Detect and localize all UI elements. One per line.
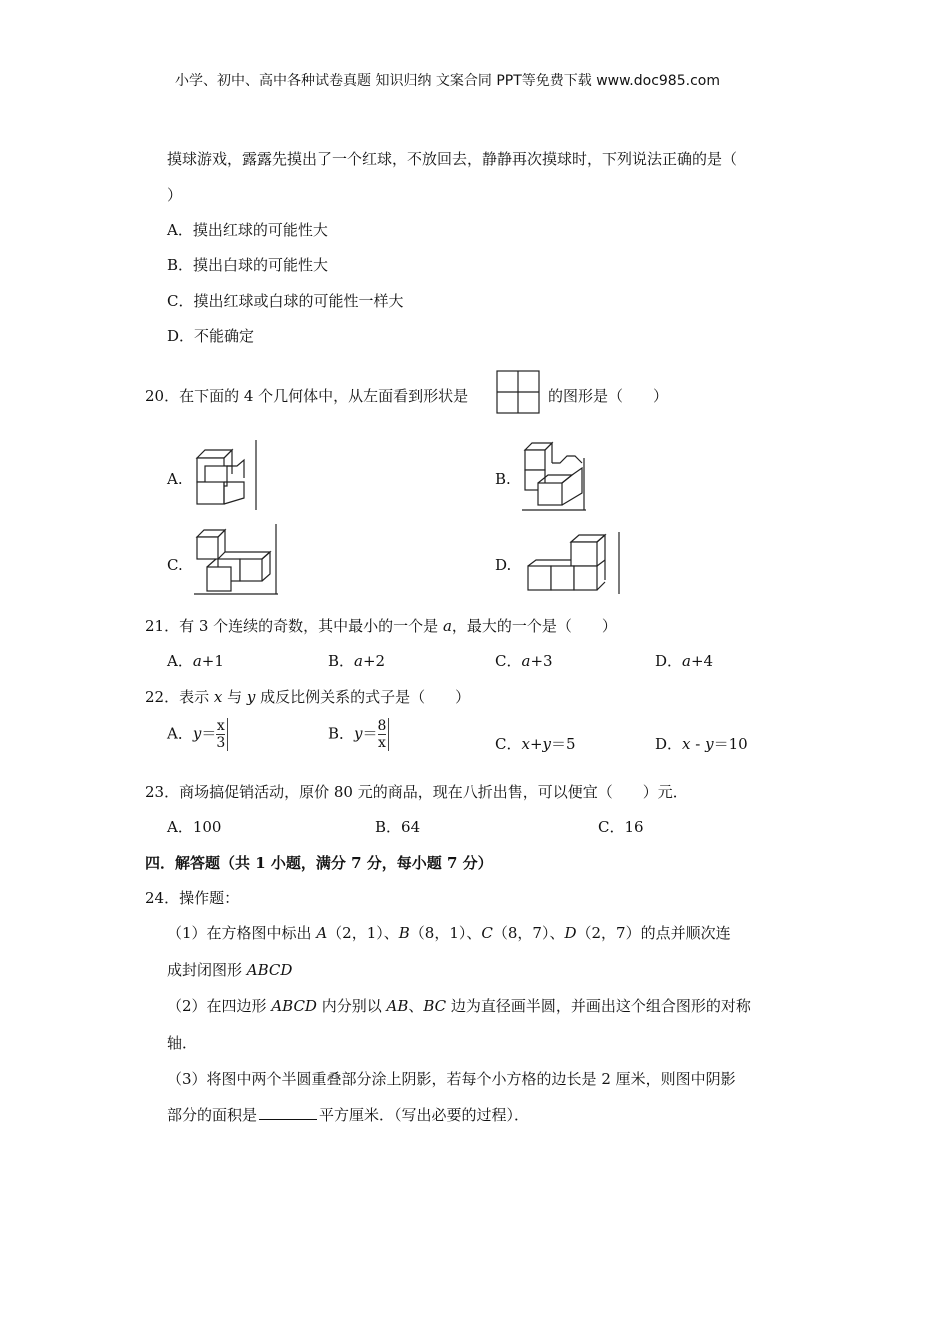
q21-option-d: D．a+4 [655,652,714,670]
q21-option-b: B．a+2 [328,652,386,670]
q24-part1-line1: （1）在方格图中标出 A（2，1）、B（8，1）、C（8，7）、D（2，7）的点并顺次连 [167,924,731,942]
q19-stem-line1: 摸球游戏，露露先摸出了一个红球，不放回去，静静再次摸球时，下列说法正确的是（ [167,150,738,168]
q24-part2-line2: 轴． [167,1034,198,1052]
q20-stem-pre: 20．在下面的 4 个几何体中，从左面看到形状是 [145,387,469,405]
page-header: 小学、初中、高中各种试卷真题 知识归纳 文案合同 PPT等免费下载 www.doc985.com [175,73,720,89]
q19-stem-line2: ） [167,186,183,204]
answer-blank [259,1105,317,1120]
left-view-square-icon [494,368,546,416]
q21-option-c: C．a+3 [495,652,553,670]
q20-option-d-label: D. [495,556,512,574]
q21-option-a: A．a+1 [167,652,224,670]
cube-figure-b-icon [520,438,590,514]
q20-option-b-label: B. [495,470,511,488]
cube-figure-a-icon [192,438,262,514]
section-title: 四．解答题（共 1 小题，满分 7 分，每小题 7 分） [145,854,493,872]
fraction-x-over-3: $\frac{x}{3}$ [216,718,228,751]
fraction-8-over-x: $\frac{8}{x}$ [378,718,390,751]
q24-part3-line2: 部分的面积是 平方厘米．（写出必要的过程）． [167,1106,530,1124]
q24-part2-line1: （2）在四边形 ABCD 内分别以 AB、BC 边为直径画半圆，并画出这个组合图形的对称 [167,997,751,1015]
q19-option-a: A．摸出红球的可能性大 [167,221,328,239]
q22-stem: 22．表示 x 与 y 成反比例关系的式子是（ ） [145,688,471,706]
q20-option-c-label: C. [167,556,183,574]
q22-option-b: B．y＝ $\frac{8}{x}$ [328,718,389,751]
q19-option-d: D．不能确定 [167,327,255,345]
q23-stem: 23．商场搞促销活动，原价 80 元的商品，现在八折出售，可以便宜（ ）元． [145,783,688,801]
q22-option-c: C．x+y＝5 [495,735,576,753]
q19-option-c: C．摸出红球或白球的可能性一样大 [167,292,404,310]
q20-stem-post: 的图形是（ ） [548,387,669,405]
q21-stem: 21．有 3 个连续的奇数，其中最小的一个是 a，最大的一个是（ ） [145,617,617,635]
cube-figure-d-icon [525,530,625,598]
q23-option-c: C．16 [598,818,644,836]
q24-stem: 24．操作题： [145,889,240,907]
q22-option-d: D．x - y＝10 [655,735,748,753]
q23-option-b: B．64 [375,818,421,836]
q23-option-a: A．100 [167,818,222,836]
q24-part3-line1: （3）将图中两个半圆重叠部分涂上阴影，若每个小方格的边长是 2 厘米，则图中阴影 [167,1070,736,1088]
q19-option-b: B．摸出白球的可能性大 [167,256,329,274]
cube-figure-c-icon [192,522,282,598]
q20-option-a-label: A. [167,470,183,488]
q22-option-a: A．y＝ $\frac{x}{3}$ [167,718,228,751]
q24-part1-line2: 成封闭图形 ABCD [167,961,293,979]
